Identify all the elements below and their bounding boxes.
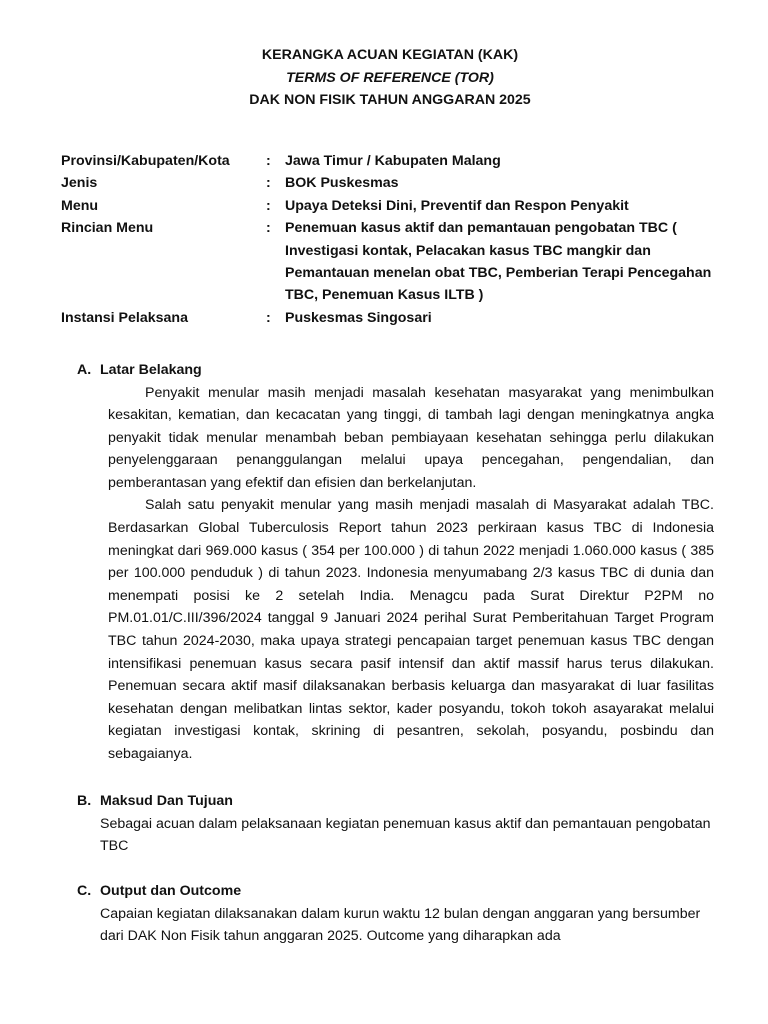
- paragraph: Sebagai acuan dalam pelaksanaan kegiatan penemuan kasus aktif dan pemantauan pengobatan TBC: [100, 815, 711, 855]
- info-value: Puskesmas Singosari: [285, 309, 432, 326]
- info-value: Upaya Deteksi Dini, Preventif dan Respon Penyakit: [285, 197, 629, 214]
- info-label: Jenis: [61, 175, 98, 192]
- section-title: Output dan Outcome: [100, 883, 242, 899]
- section-latar-belakang: [77, 359, 717, 766]
- info-label: Instansi Pelaksana: [61, 309, 188, 326]
- info-row-rincian-menu: [61, 217, 721, 307]
- info-value: Penemuan kasus aktif dan pemantauan pengobatan TBC ( Investigasi kontak, Pelacakan kasus TBC mangkir dan Pemantauan menelan obat TBC, Pemberian Terapi Pencegahan TBC, Penemuan Kasus ILTB ): [285, 220, 712, 304]
- info-separator: :: [266, 220, 271, 237]
- title-kak: KERANGKA ACUAN KEGIATAN (KAK): [261, 47, 519, 63]
- section-title: Latar Belakang: [100, 362, 202, 378]
- section-letter: B.: [77, 793, 92, 809]
- paragraph: Capaian kegiatan dilaksanakan dalam kurun waktu 12 bulan dengan anggaran yang bersumber dari DAK Non Fisik tahun anggaran 2025. Outcome yang diharapkan ada: [100, 905, 701, 945]
- info-separator: :: [266, 197, 271, 214]
- document-title-block: [0, 44, 768, 112]
- info-row-jenis: [61, 172, 721, 194]
- section-letter: C.: [77, 883, 92, 899]
- section-heading: [77, 790, 717, 813]
- paragraph: Salah satu penyakit menular yang masih menjadi masalah di Masyarakat adalah TBC. Berdasarkan Global Tuberculosis Report tahun 2023 perkiraan kasus TBC di Indonesia meningkat dari 969.000 kasus ( 354 per 100.000 ) di tahun 2022 menjadi 1.060.000 kasus ( 385 per 100.000 penduduk ) di tahun 2023. Indonesia menyumabang 2/3 kasus TBC di dunia dan menempati posisi ke 2 setelah India. Menagcu pada Surat Direktur P2PM no PM.01.01/C.III/396/2024 tanggal 9 Januari 2024 perihal Surat Pemberitahuan Target Program TBC tahun 2024-2030, maka upaya strategi pencapaian target penemuan kasus TBC dengan intensifikasi penemuan kasus secara pasif intensif dan aktif massif harus terus dilakukan. Penemuan secara aktif masif dilaksanakan berbasis keluarga dan masyarakat di luar fasilitas kesehatan dengan melibatkan lintas sektor, kader posyandu, tokoh tokoh asayarakat melalui kegiatan investigasi kontak, skrining di pesantren, sekolah, posyandu, posbindu dan sebagaianya.: [108, 497, 714, 762]
- info-table: [61, 150, 721, 329]
- info-row-menu: [61, 195, 721, 217]
- info-separator: :: [266, 153, 271, 169]
- info-row-instansi: [61, 307, 721, 329]
- section-body: [108, 382, 714, 766]
- info-separator: :: [266, 175, 271, 192]
- info-row-provinsi: [61, 150, 721, 172]
- info-value: Jawa Timur / Kabupaten Malang: [285, 153, 501, 169]
- info-label: Provinsi/Kabupaten/Kota: [61, 153, 230, 169]
- section-heading: [77, 359, 717, 382]
- section-output-outcome: [77, 880, 717, 948]
- section-maksud-tujuan: [77, 790, 717, 858]
- section-title: Maksud Dan Tujuan: [100, 793, 233, 809]
- section-body: [100, 903, 720, 948]
- info-label: Rincian Menu: [61, 220, 154, 237]
- info-separator: :: [266, 309, 271, 326]
- section-letter: A.: [77, 362, 92, 378]
- paragraph: Penyakit menular masih menjadi masalah kesehatan masyarakat yang menimbulkan kesakitan, kematian, dan kecacatan yang tinggi, di tambah lagi dengan meningkatnya angka penyakit tidak menular menambah beban pembiayaan kesehatan sehingga perlu dilakukan penyelenggaraan penanggulangan melalui upaya pencegahan, pengendalian, dan pemberantasan yang efektif dan efisien dan berkelanjutan.: [108, 384, 714, 491]
- section-body: [100, 813, 720, 858]
- title-dak: DAK NON FISIK TAHUN ANGGARAN 2025: [249, 92, 531, 108]
- title-tor: TERMS OF REFERENCE (TOR): [286, 69, 494, 86]
- info-value: BOK Puskesmas: [285, 175, 399, 192]
- section-heading: [77, 880, 717, 903]
- info-label: Menu: [61, 197, 99, 214]
